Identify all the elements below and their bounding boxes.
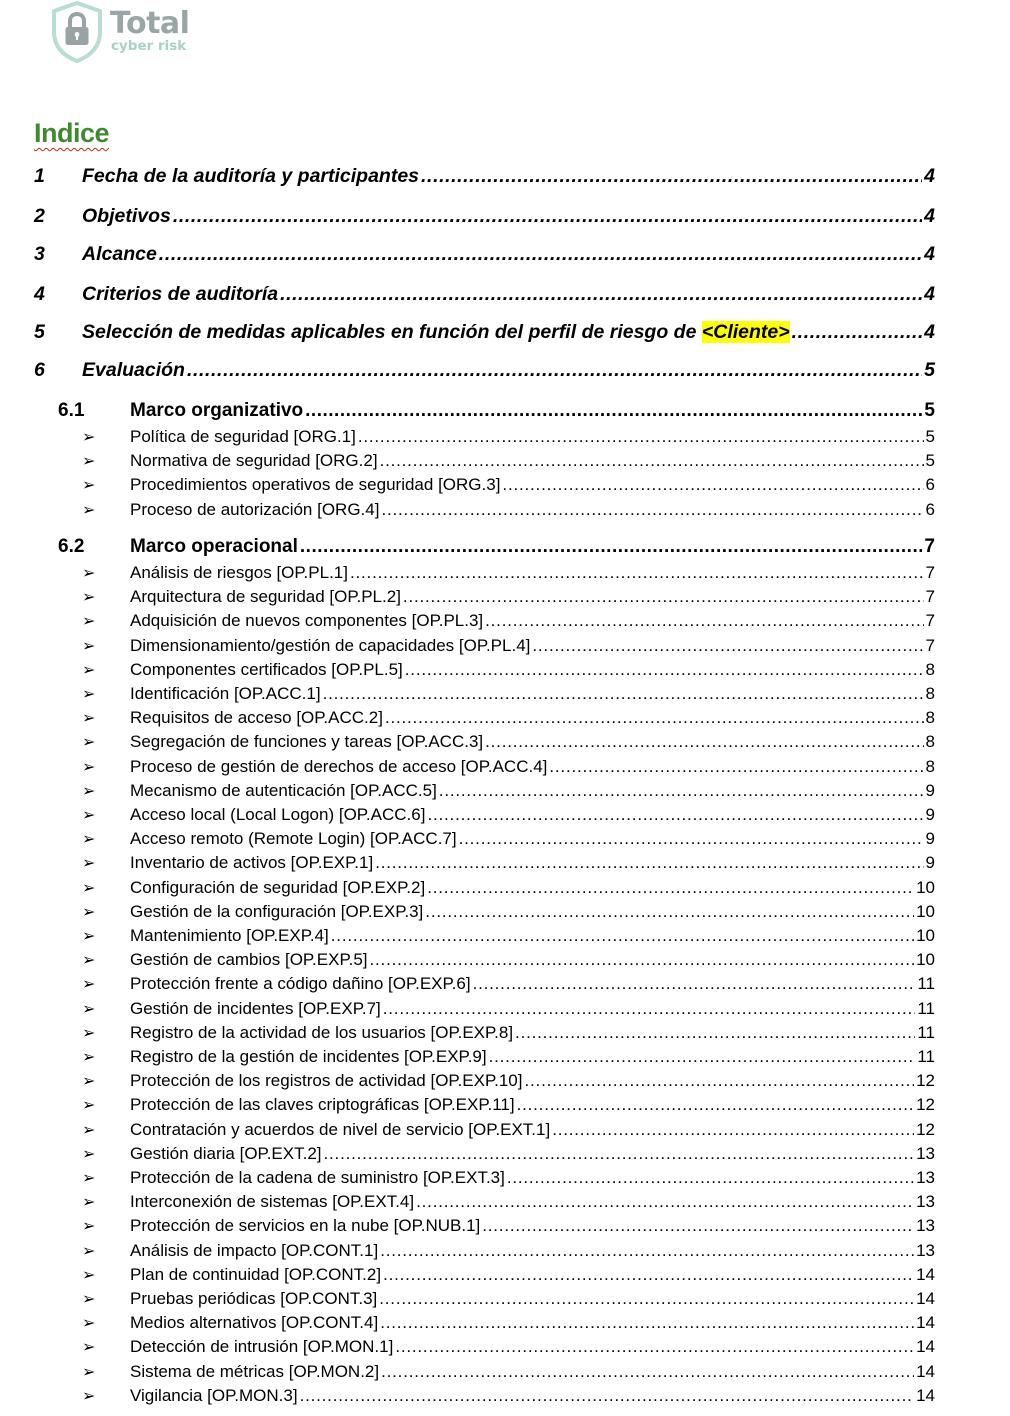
- arrow-bullet-icon: ➢: [82, 782, 96, 800]
- dot-leader: [350, 563, 924, 583]
- toc-entry-title: [82, 283, 278, 306]
- toc-entry[interactable]: [34, 321, 935, 344]
- arrow-bullet-icon: ➢: [82, 1339, 96, 1357]
- dot-leader: [792, 321, 922, 344]
- arrow-bullet-icon: ➢: [82, 1266, 96, 1284]
- toc-page-number: 11: [917, 998, 935, 1018]
- toc-subentry-title: Protección de las claves criptográficas [OP.EXP.11]: [130, 1095, 515, 1115]
- arrow-bullet-icon: ➢: [82, 1097, 96, 1115]
- toc-subentry[interactable]: [78, 781, 935, 801]
- toc-subentry[interactable]: [78, 878, 935, 898]
- toc-subentry-title: Protección de la cadena de suministro [OP.EXT.3]: [130, 1168, 505, 1187]
- dot-leader: [405, 660, 924, 680]
- arrow-bullet-icon: ➢: [82, 1073, 96, 1091]
- dot-leader: [331, 926, 914, 946]
- toc-entry[interactable]: [34, 243, 935, 266]
- toc-subentry[interactable]: [78, 475, 935, 495]
- toc-subentry-title: Sistema de métricas [OP.MON.2]: [130, 1361, 380, 1381]
- toc-page-number: 11: [917, 1047, 935, 1066]
- toc-page-number: 7: [924, 536, 935, 557]
- arrow-bullet-icon: ➢: [82, 1242, 96, 1260]
- toc-entry[interactable]: [34, 205, 935, 228]
- toc-subentry[interactable]: [78, 660, 935, 680]
- toc-subentry-title: Protección frente a código dañino [OP.EXP.6]: [130, 974, 471, 994]
- toc-subentry-title: Pruebas periódicas [OP.CONT.3]: [130, 1289, 378, 1308]
- toc-page-number: 4: [924, 205, 935, 227]
- toc-page-number: 12: [916, 1071, 935, 1091]
- dot-leader: [300, 536, 923, 558]
- dot-leader: [395, 1337, 914, 1357]
- arrow-bullet-icon: ➢: [82, 1049, 96, 1066]
- toc-subentry[interactable]: [78, 1265, 935, 1285]
- dot-leader: [507, 1168, 914, 1188]
- arrow-bullet-icon: ➢: [82, 1145, 96, 1163]
- toc-subentry[interactable]: [78, 451, 935, 471]
- arrow-bullet-icon: ➢: [82, 758, 96, 776]
- arrow-bullet-icon: ➢: [82, 637, 96, 655]
- dot-leader: [381, 1362, 914, 1382]
- toc-subentry-title: Contratación y acuerdos de nivel de servicio [OP.EXT.1]: [130, 1119, 551, 1139]
- toc-subentry[interactable]: [78, 563, 935, 583]
- toc-subentry[interactable]: [78, 1168, 935, 1188]
- toc-page-number: 4: [924, 243, 935, 265]
- toc-subentry[interactable]: [78, 757, 935, 777]
- toc-subentry[interactable]: [78, 1289, 935, 1309]
- dot-leader: [380, 1241, 914, 1261]
- dot-leader: [473, 974, 916, 994]
- toc-subentry-title: Identificación [OP.ACC.1]: [130, 684, 321, 703]
- arrow-bullet-icon: ➢: [82, 734, 96, 752]
- toc-entry-title: [82, 359, 185, 382]
- dot-leader: [549, 757, 923, 777]
- dot-leader: [502, 475, 923, 495]
- toc-entry-title-text: Selección de medidas aplicables en función del perfil de riesgo de: [82, 321, 697, 343]
- toc-page-number: 6: [925, 499, 935, 519]
- toc-subentry-title: Vigilancia [OP.MON.3]: [130, 1385, 298, 1405]
- toc-subentry-title: Proceso de autorización [ORG.4]: [130, 499, 380, 519]
- toc-entry-title-text: Objetivos: [82, 205, 171, 227]
- toc-page-number: 11: [917, 1022, 935, 1042]
- toc-section-title: Marco operacional: [130, 536, 298, 557]
- dot-leader: [517, 1095, 914, 1115]
- logo-brand-name: Total: [110, 6, 190, 41]
- dot-leader: [280, 283, 922, 306]
- arrow-bullet-icon: ➢: [82, 807, 96, 824]
- toc-page-number: 10: [916, 901, 935, 921]
- toc-subentry[interactable]: [78, 974, 935, 994]
- toc-subentry-title: Mecanismo de autenticación [OP.ACC.5]: [130, 780, 437, 800]
- toc-subentry[interactable]: [78, 732, 935, 752]
- toc-subentry[interactable]: [78, 1386, 935, 1406]
- toc-entry[interactable]: [34, 359, 935, 382]
- toc-subentry[interactable]: [78, 427, 935, 447]
- dot-leader: [416, 1192, 914, 1212]
- dot-leader: [427, 805, 923, 825]
- dot-leader: [173, 205, 922, 228]
- toc-subentry[interactable]: [78, 1192, 935, 1212]
- toc-page-number: 14: [916, 1361, 935, 1381]
- toc-subentry-title: Configuración de seguridad [OP.EXP.2]: [130, 877, 426, 897]
- toc-subentry-title: Normativa de seguridad [ORG.2]: [130, 451, 378, 471]
- toc-subentry-title: Análisis de riesgos [OP.PL.1]: [130, 563, 348, 582]
- arrow-bullet-icon: ➢: [82, 613, 96, 631]
- arrow-bullet-icon: ➢: [82, 879, 96, 897]
- toc-page-number: 8: [925, 659, 935, 679]
- toc-subentry[interactable]: [78, 926, 935, 946]
- dot-leader: [552, 1120, 914, 1140]
- dot-leader: [380, 1313, 914, 1333]
- dot-leader: [489, 1047, 916, 1067]
- dot-leader: [425, 902, 914, 922]
- toc-subentry[interactable]: [78, 1144, 935, 1164]
- toc-page-number: 7: [925, 563, 935, 582]
- arrow-bullet-icon: ➢: [82, 710, 96, 728]
- toc-subentry[interactable]: [78, 999, 935, 1019]
- toc-page-number: 14: [916, 1289, 935, 1308]
- toc-subentry-title: Gestión diaria [OP.EXT.2]: [130, 1143, 322, 1163]
- toc-entry-title: [82, 165, 419, 188]
- toc-subentry[interactable]: [78, 1313, 935, 1333]
- toc-page-number: 12: [916, 1095, 935, 1115]
- toc-subentry[interactable]: [78, 611, 935, 631]
- toc-page-number: 14: [916, 1264, 935, 1284]
- dot-leader: [358, 427, 924, 447]
- dot-leader: [427, 878, 914, 898]
- toc-subentry-title: Arquitectura de seguridad [OP.PL.2]: [130, 587, 401, 607]
- dot-leader: [385, 708, 924, 728]
- toc-subentry[interactable]: [78, 829, 935, 849]
- toc-entry[interactable]: [34, 283, 935, 306]
- toc-page-number: 13: [916, 1192, 935, 1212]
- dot-leader: [532, 636, 923, 656]
- toc-subentry[interactable]: [78, 1216, 935, 1236]
- toc-page-number: 7: [925, 635, 935, 655]
- arrow-bullet-icon: ➢: [82, 1194, 96, 1212]
- dot-leader: [515, 1023, 915, 1043]
- arrow-bullet-icon: ➢: [82, 1024, 96, 1042]
- toc-subentry-title: Gestión de la configuración [OP.EXP.3]: [130, 901, 424, 921]
- dot-leader: [159, 243, 922, 266]
- toc-page-number: 12: [916, 1119, 935, 1139]
- toc-subentry[interactable]: [78, 853, 935, 873]
- dot-leader: [324, 1144, 915, 1164]
- dot-leader: [485, 732, 923, 752]
- toc-subentry[interactable]: [78, 902, 935, 922]
- toc-subentry[interactable]: [78, 1241, 935, 1261]
- toc-subentry[interactable]: [78, 1120, 935, 1140]
- toc-subentry-title: Procedimientos operativos de seguridad [ORG.3]: [130, 475, 501, 495]
- toc-page-number: 11: [917, 974, 935, 994]
- toc-section[interactable]: [58, 400, 935, 422]
- toc-page-number: 7: [925, 611, 935, 631]
- shield-lock-icon: [50, 0, 104, 64]
- toc-page-number: 6: [925, 475, 935, 495]
- toc-page-number: 5: [925, 451, 935, 471]
- toc-section-number: 6.2: [58, 536, 85, 557]
- arrow-bullet-icon: ➢: [82, 1387, 96, 1405]
- toc-subentry[interactable]: [78, 636, 935, 656]
- toc-entry-number: 5: [34, 321, 45, 343]
- toc-subentry-title: Componentes certificados [OP.PL.5]: [130, 659, 403, 679]
- dot-leader: [187, 359, 922, 382]
- toc-subentry[interactable]: [78, 1047, 935, 1067]
- dot-leader: [403, 587, 924, 607]
- arrow-bullet-icon: ➢: [82, 1218, 96, 1236]
- toc-subentry-title: Medios alternativos [OP.CONT.4]: [130, 1313, 379, 1333]
- toc-subentry-title: Interconexión de sistemas [OP.EXT.4]: [130, 1192, 415, 1212]
- toc-title: Indice: [34, 118, 110, 148]
- toc-subentry-title: Acceso local (Local Logon) [OP.ACC.6]: [130, 805, 426, 824]
- toc-subentry-title: Adquisición de nuevos componentes [OP.PL.3]: [130, 611, 484, 631]
- dot-leader: [383, 999, 916, 1019]
- arrow-bullet-icon: ➢: [82, 1170, 96, 1187]
- toc-subentry[interactable]: [78, 500, 935, 520]
- toc-entry-title-text: Criterios de auditoría: [82, 283, 279, 305]
- dot-leader: [383, 1265, 914, 1285]
- toc-subentry-title: Política de seguridad [ORG.1]: [130, 427, 356, 446]
- toc-subentry[interactable]: [78, 1362, 935, 1382]
- arrow-bullet-icon: ➢: [82, 952, 96, 970]
- toc-page-number: 5: [924, 400, 935, 421]
- toc-page-number: 14: [916, 1337, 935, 1357]
- arrow-bullet-icon: ➢: [82, 1121, 96, 1139]
- toc-entry-title-text: Evaluación: [82, 359, 185, 381]
- arrow-bullet-icon: ➢: [82, 453, 96, 471]
- toc-section-title: Marco organizativo: [130, 400, 304, 421]
- arrow-bullet-icon: ➢: [82, 429, 96, 446]
- toc-page-number: 10: [916, 877, 935, 897]
- toc-page-number: 8: [925, 708, 935, 728]
- toc-subentry-title: Acceso remoto (Remote Login) [OP.ACC.7]: [130, 829, 457, 849]
- toc-page-number: 10: [916, 926, 935, 945]
- toc-page-number: 8: [925, 732, 935, 752]
- arrow-bullet-icon: ➢: [82, 477, 96, 495]
- toc-subentry[interactable]: [78, 1095, 935, 1115]
- arrow-bullet-icon: ➢: [82, 1363, 96, 1381]
- dot-leader: [305, 400, 922, 422]
- toc-subentry[interactable]: [78, 950, 935, 970]
- toc-page-number: 14: [916, 1385, 935, 1405]
- dot-leader: [379, 1289, 914, 1309]
- arrow-bullet-icon: ➢: [82, 1000, 96, 1018]
- toc-subentry-title: Protección de servicios en la nube [OP.NUB.1]: [130, 1216, 481, 1236]
- toc-subentry-title: Análisis de impacto [OP.CONT.1]: [130, 1240, 379, 1260]
- toc-page-number: 13: [916, 1168, 935, 1187]
- toc-entry-title: [82, 243, 157, 266]
- arrow-bullet-icon: ➢: [82, 928, 96, 945]
- arrow-bullet-icon: ➢: [82, 1315, 96, 1333]
- toc-subentry-title: Dimensionamiento/gestión de capacidades [OP.PL.4]: [130, 635, 531, 655]
- toc-section[interactable]: [58, 536, 935, 558]
- dot-leader: [459, 829, 924, 849]
- toc-page-number: 9: [925, 829, 935, 849]
- toc-subentry-title: Registro de la gestión de incidentes [OP.EXP.9]: [130, 1047, 487, 1066]
- toc-page-number: 5: [925, 427, 935, 446]
- toc-subentry[interactable]: [78, 684, 935, 704]
- arrow-bullet-icon: ➢: [82, 686, 96, 703]
- toc-subentry-title: Gestión de incidentes [OP.EXP.7]: [130, 998, 381, 1018]
- dot-leader: [375, 853, 923, 873]
- arrow-bullet-icon: ➢: [82, 661, 96, 679]
- toc-entry-number: 6: [34, 359, 45, 381]
- toc-subentry-title: Registro de la actividad de los usuarios [OP.EXP.8]: [130, 1022, 514, 1042]
- dot-leader: [323, 684, 924, 704]
- toc-subentry-title: Proceso de gestión de derechos de acceso [OP.ACC.4]: [130, 756, 548, 776]
- toc-entry-title-text: Fecha de la auditoría y participantes: [82, 165, 420, 187]
- toc-entry-title-text: Alcance: [82, 243, 157, 265]
- toc-entry-number: 4: [34, 283, 45, 305]
- arrow-bullet-icon: ➢: [82, 501, 96, 519]
- toc-subentry-title: Gestión de cambios [OP.EXP.5]: [130, 950, 368, 970]
- dot-leader: [525, 1071, 915, 1091]
- toc-subentry-title: Mantenimiento [OP.EXP.4]: [130, 926, 329, 945]
- toc-subentry-title: Segregación de funciones y tareas [OP.ACC.3]: [130, 732, 484, 752]
- toc-page-number: 14: [916, 1313, 935, 1333]
- arrow-bullet-icon: ➢: [82, 855, 96, 873]
- toc-page-number: 13: [916, 1216, 935, 1236]
- toc-page-number: 13: [916, 1240, 935, 1260]
- toc-subentry-title: Protección de los registros de actividad [OP.EXP.10]: [130, 1071, 523, 1091]
- toc-page-number: 9: [925, 780, 935, 800]
- toc-page-number: 4: [924, 165, 935, 187]
- toc-page-number: 4: [924, 283, 935, 305]
- toc-subentry[interactable]: [78, 587, 935, 607]
- toc-entry-number: 3: [34, 243, 45, 265]
- toc-page-number: 10: [916, 950, 935, 970]
- dot-leader: [439, 781, 924, 801]
- toc-page-number: 9: [925, 853, 935, 873]
- dot-leader: [482, 1216, 914, 1236]
- dot-leader: [370, 950, 915, 970]
- toc-entry-number: 1: [34, 165, 45, 187]
- toc-page-number: 7: [925, 587, 935, 607]
- toc-entry-title: [82, 321, 790, 344]
- toc-subentry-title: Requisitos de acceso [OP.ACC.2]: [130, 708, 383, 728]
- arrow-bullet-icon: ➢: [82, 565, 96, 582]
- toc-page-number: 8: [925, 756, 935, 776]
- toc-subentry[interactable]: [78, 708, 935, 728]
- toc-subentry[interactable]: [78, 1337, 935, 1357]
- toc-page-number: 5: [924, 359, 935, 381]
- toc-entry-number: 2: [34, 205, 45, 227]
- toc-page-number: 4: [924, 321, 935, 343]
- toc-page-number: 9: [925, 805, 935, 824]
- dot-leader: [300, 1386, 915, 1406]
- dot-leader: [380, 451, 924, 471]
- toc-section-number: 6.1: [58, 400, 85, 421]
- toc-page-number: 8: [925, 684, 935, 703]
- toc-page-number: 13: [916, 1143, 935, 1163]
- toc-subentry-title: Detección de intrusión [OP.MON.1]: [130, 1337, 394, 1357]
- toc-subentry[interactable]: [78, 805, 935, 825]
- highlighted-placeholder: <Cliente>: [701, 321, 790, 343]
- toc-subentry-title: Plan de continuidad [OP.CONT.2]: [130, 1264, 382, 1284]
- arrow-bullet-icon: ➢: [82, 976, 96, 994]
- logo-tagline: cyber risk: [111, 38, 187, 54]
- arrow-bullet-icon: ➢: [82, 589, 96, 607]
- toc-subentry-title: Inventario de activos [OP.EXP.1]: [130, 853, 374, 873]
- arrow-bullet-icon: ➢: [82, 903, 96, 921]
- toc-subentry[interactable]: [78, 1023, 935, 1043]
- arrow-bullet-icon: ➢: [82, 1291, 96, 1308]
- dot-leader: [485, 611, 923, 631]
- toc-entry[interactable]: [34, 165, 935, 188]
- toc-entry-title: [82, 205, 171, 228]
- toc-subentry[interactable]: [78, 1071, 935, 1091]
- dot-leader: [421, 165, 922, 188]
- dot-leader: [381, 500, 923, 520]
- arrow-bullet-icon: ➢: [82, 831, 96, 849]
